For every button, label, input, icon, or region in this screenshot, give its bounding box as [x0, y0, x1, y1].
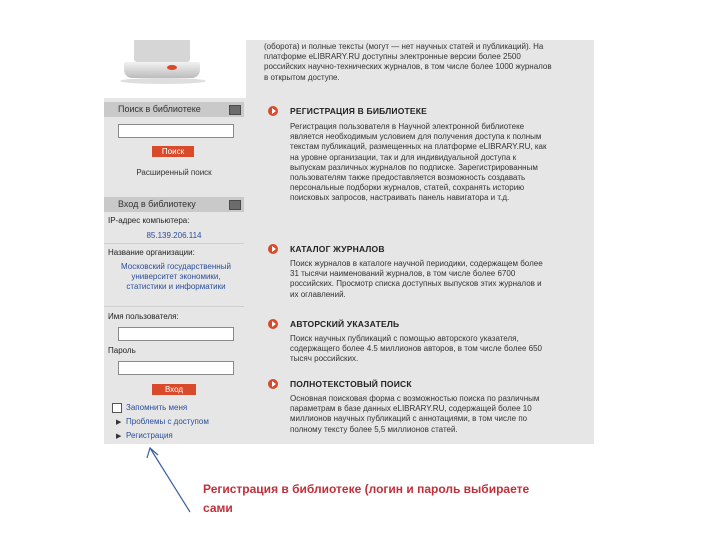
organization-value: Московский государственный университет экономики, статистики и информатики: [121, 262, 231, 291]
search-panel-header: [104, 102, 244, 117]
section-title-catalog[interactable]: КАТАЛОГ ЖУРНАЛОВ: [290, 244, 385, 254]
laptop-logo-icon: [167, 65, 177, 70]
section-title-registration[interactable]: РЕГИСТРАЦИЯ В БИБЛИОТЕКЕ: [290, 106, 428, 116]
username-label: Имя пользователя:: [108, 312, 179, 321]
section-text-fulltext-search: Основная поисковая форма с возможностью поиска по различным параметрам в базе данных eLIBRARY.RU, содержащей более 10 миллионов научных публикаций с аннотациями, в том числе по полному тексту более 5,5 миллионов статей.: [290, 394, 540, 434]
login-panel-title: Вход в библиотеку: [118, 199, 196, 209]
minimize-icon[interactable]: [229, 200, 241, 210]
triangle-right-icon: ▶: [116, 433, 122, 440]
arrow-right-icon: [268, 244, 278, 254]
access-problems-link[interactable]: Проблемы с доступом: [126, 417, 209, 426]
login-button[interactable]: Вход: [152, 384, 196, 395]
annotation-caption: Регистрация в библиотеке (логин и пароль выбираете сами: [203, 482, 530, 515]
login-panel-header: [104, 197, 244, 212]
ip-value: 85.139.206.114: [146, 231, 202, 240]
remember-me-label[interactable]: Запомнить меня: [126, 403, 188, 412]
intro-text: (оборота) и полные тексты (могут — нет научных статей и публикаций). На платформе eLIBRARY.RU доступны электронные версии более 2500 российских научно-технических журналов, в том числе более 1000 журналов в открытом доступе.: [264, 42, 552, 82]
arrow-right-icon: [268, 379, 278, 389]
organization-label: Название организации:: [108, 248, 195, 257]
password-label: Пароль: [108, 346, 136, 355]
search-button[interactable]: Поиск: [152, 146, 194, 157]
registration-link[interactable]: Регистрация: [126, 431, 173, 440]
section-text-registration: Регистрация пользователя в Научной электронной библиотеке является необходимым условием для получения доступа к полным текстам публикаций, размещенных на платформе eLIBRARY.RU, как на уровне организации, так и для индивидуальной доступа к выпускам различных журналов по подписке. Зарегистрированным пользователям также предоставляется возможность создавать персональные подборки журналов, статей, сохранять историю поисковых запросов, настраивать панель навигатора и т.д.: [290, 122, 547, 203]
section-title-fulltext-search[interactable]: ПОЛНОТЕКСТОВЫЙ ПОИСК: [290, 379, 412, 389]
laptop-image: [104, 40, 246, 98]
section-text-catalog: Поиск журналов в каталоге научной периодики, содержащем более 31 тысячи наименований журналов, в том числе более 6700 российских. Просмотр списка доступных выпусков этих журналов и их оглавлений.: [290, 259, 543, 299]
section-title-author-index[interactable]: АВТОРСКИЙ УКАЗАТЕЛЬ: [290, 319, 400, 329]
elibrary-screenshot: [104, 40, 594, 444]
username-field[interactable]: [118, 327, 234, 341]
remember-me-checkbox[interactable]: [112, 403, 122, 413]
main-content: [254, 40, 594, 444]
advanced-search-link[interactable]: Расширенный поиск: [136, 168, 212, 177]
left-sidebar: [104, 40, 246, 444]
search-panel-title: Поиск в библиотеке: [118, 104, 201, 114]
arrow-right-icon: [268, 319, 278, 329]
minimize-icon[interactable]: [229, 105, 241, 115]
ip-label: IP-адрес компьютера:: [108, 216, 190, 225]
search-input[interactable]: [118, 124, 234, 138]
section-text-author-index: Поиск научных публикаций с помощью авторского указателя, содержащего более 4.5 миллионов авторов, в том числе более 650 тысяч российских.: [290, 334, 542, 364]
arrow-right-icon: [268, 106, 278, 116]
triangle-right-icon: ▶: [116, 419, 122, 426]
password-field[interactable]: [118, 361, 234, 375]
